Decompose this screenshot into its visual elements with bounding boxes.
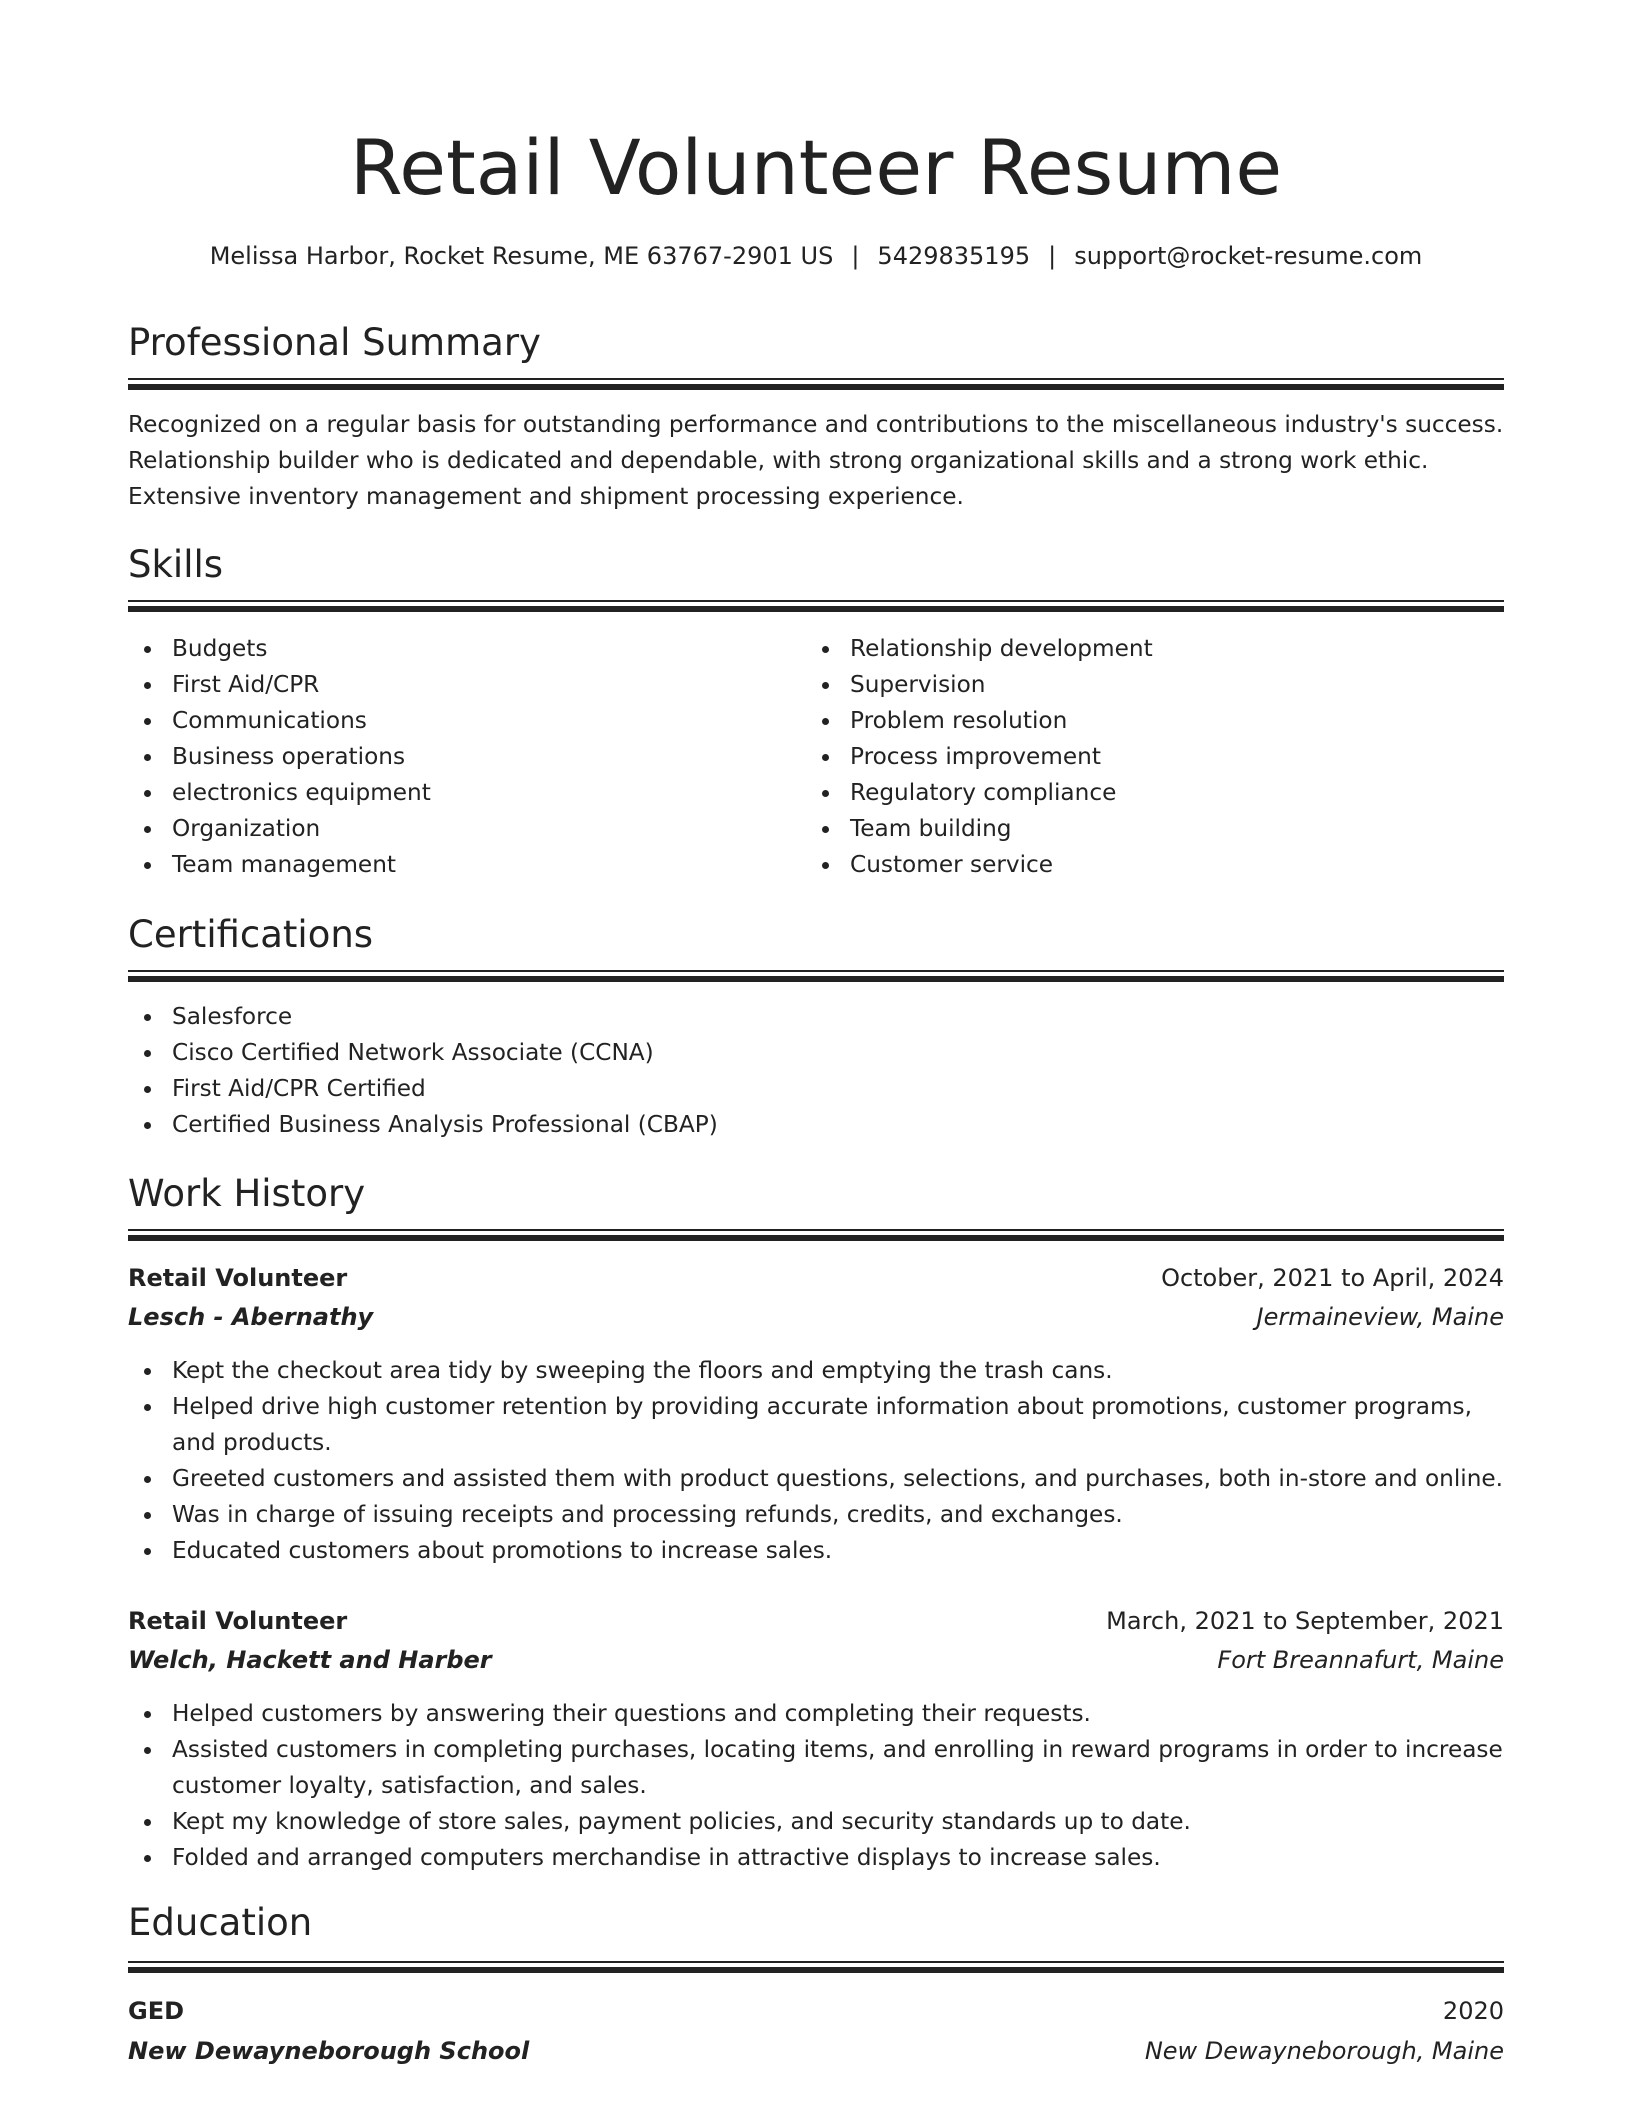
job-dates: March, 2021 to September, 2021 bbox=[1106, 1607, 1504, 1635]
bullet-icon bbox=[822, 754, 829, 761]
bullet-icon bbox=[144, 826, 151, 833]
job-company: Welch, Hackett and Harber bbox=[128, 1646, 492, 1674]
bullet-icon bbox=[144, 1368, 151, 1375]
contact-email[interactable]: support@rocket-resume.com bbox=[1074, 242, 1423, 270]
summary-line: Recognized on a regular basis for outstanding performance and contributions to the miscellaneous industry's success. bbox=[128, 411, 1504, 438]
skill-label: Regulatory compliance bbox=[850, 779, 1117, 806]
job-header bbox=[128, 1259, 1504, 1297]
certification-item bbox=[128, 1107, 1504, 1143]
bullet-icon bbox=[144, 1747, 151, 1754]
job-duty-item bbox=[128, 1840, 1504, 1876]
bullet-icon bbox=[822, 682, 829, 689]
skill-item bbox=[806, 703, 1486, 739]
bullet-icon bbox=[144, 1548, 151, 1555]
bullet-icon bbox=[144, 1122, 151, 1129]
bullet-icon bbox=[822, 790, 829, 797]
job-title: Retail Volunteer bbox=[128, 1607, 348, 1635]
skill-item bbox=[806, 811, 1486, 847]
section-divider-thick bbox=[128, 1967, 1504, 1973]
skill-item bbox=[806, 847, 1486, 883]
skill-item bbox=[806, 631, 1486, 667]
education-subheader bbox=[128, 2032, 1504, 2070]
job-title: Retail Volunteer bbox=[128, 1264, 348, 1292]
job-duty-text: Helped customers by answering their questions and completing their requests. bbox=[172, 1700, 1091, 1727]
section-divider-thin bbox=[128, 378, 1504, 380]
section-divider-thick bbox=[128, 606, 1504, 612]
bullet-icon bbox=[144, 790, 151, 797]
bullet-icon bbox=[144, 1404, 151, 1411]
section-certifications bbox=[128, 912, 1504, 958]
certification-item bbox=[128, 1035, 1504, 1071]
job-duty-text: Educated customers about promotions to increase sales. bbox=[172, 1537, 833, 1564]
section-heading-summary: Professional Summary bbox=[128, 321, 541, 364]
section-heading-skills: Skills bbox=[128, 543, 224, 586]
section-divider-thin bbox=[128, 600, 1504, 602]
job-duty-text: Was in charge of issuing receipts and processing refunds, credits, and exchanges. bbox=[172, 1501, 1123, 1528]
job-duty-item bbox=[128, 1389, 1504, 1425]
section-divider-thin bbox=[128, 1961, 1504, 1963]
contact-address: Melissa Harbor, Rocket Resume, ME 63767-2901 US bbox=[209, 242, 834, 270]
certification-label: Cisco Certified Network Associate (CCNA) bbox=[172, 1039, 654, 1066]
section-divider-thick bbox=[128, 976, 1504, 982]
skill-item bbox=[128, 811, 808, 847]
bullet-icon bbox=[144, 1855, 151, 1862]
job-duty-text: Kept my knowledge of store sales, payment policies, and security standards up to date. bbox=[172, 1808, 1191, 1835]
education-degree: GED bbox=[128, 1997, 185, 2025]
certification-label: Salesforce bbox=[172, 1003, 293, 1030]
contact-phone: 5429835195 bbox=[877, 242, 1031, 270]
skill-label: Team building bbox=[850, 815, 1012, 842]
bullet-icon bbox=[822, 826, 829, 833]
skill-label: Problem resolution bbox=[850, 707, 1068, 734]
job-duty-item bbox=[128, 1461, 1504, 1497]
summary-text bbox=[128, 407, 1504, 515]
skills-column-right bbox=[806, 631, 1486, 883]
contact-line bbox=[128, 238, 1504, 274]
certification-item bbox=[128, 1071, 1504, 1107]
job-duty-text: and products. bbox=[172, 1429, 332, 1456]
job-dates: October, 2021 to April, 2024 bbox=[1161, 1264, 1504, 1292]
job-duty-text: customer loyalty, satisfaction, and sales. bbox=[172, 1772, 647, 1799]
bullet-icon bbox=[144, 1819, 151, 1826]
section-heading-education: Education bbox=[128, 1901, 313, 1944]
section-skills bbox=[128, 542, 1504, 588]
bullet-icon bbox=[822, 718, 829, 725]
skills-column-left bbox=[128, 631, 808, 883]
job-duty-text: Kept the checkout area tidy by sweeping the floors and emptying the trash cans. bbox=[172, 1357, 1113, 1384]
job-duty-continuation bbox=[128, 1425, 1504, 1461]
job-duties bbox=[128, 1696, 1504, 1876]
bullet-icon bbox=[144, 754, 151, 761]
job-header bbox=[128, 1602, 1504, 1640]
summary-line: Extensive inventory management and shipment processing experience. bbox=[128, 483, 964, 510]
skill-item bbox=[128, 847, 808, 883]
skill-item bbox=[128, 667, 808, 703]
certifications-list bbox=[128, 999, 1504, 1143]
job-duty-item bbox=[128, 1804, 1504, 1840]
skill-label: Team management bbox=[172, 851, 396, 878]
certification-label: First Aid/CPR Certified bbox=[172, 1075, 426, 1102]
summary-line: Relationship builder who is dedicated and dependable, with strong organizational skills and a strong work ethic. bbox=[128, 447, 1429, 474]
education-location: New Dewayneborough, Maine bbox=[1144, 2037, 1504, 2065]
job-duty-item bbox=[128, 1353, 1504, 1389]
job-duty-item bbox=[128, 1696, 1504, 1732]
section-work-history bbox=[128, 1171, 1504, 1217]
skill-item bbox=[806, 667, 1486, 703]
job-duty-item bbox=[128, 1497, 1504, 1533]
bullet-icon bbox=[144, 1050, 151, 1057]
job-duty-continuation bbox=[128, 1768, 1504, 1804]
job-duty-item bbox=[128, 1732, 1504, 1768]
skill-item bbox=[128, 775, 808, 811]
bullet-icon bbox=[822, 646, 829, 653]
skill-item bbox=[128, 631, 808, 667]
skill-item bbox=[806, 739, 1486, 775]
section-divider-thin bbox=[128, 970, 1504, 972]
skill-label: Relationship development bbox=[850, 635, 1153, 662]
job-duty-text: Folded and arranged computers merchandise in attractive displays to increase sales. bbox=[172, 1844, 1161, 1871]
skill-label: First Aid/CPR bbox=[172, 671, 320, 698]
bullet-icon bbox=[144, 1512, 151, 1519]
job-location: Jermaineview, Maine bbox=[1256, 1303, 1504, 1331]
skill-item bbox=[128, 703, 808, 739]
skill-item bbox=[806, 775, 1486, 811]
contact-separator: | bbox=[851, 242, 860, 270]
bullet-icon bbox=[144, 1711, 151, 1718]
section-professional-summary bbox=[128, 320, 1504, 366]
bullet-icon bbox=[822, 862, 829, 869]
contact-separator: | bbox=[1048, 242, 1057, 270]
skill-label: Supervision bbox=[850, 671, 986, 698]
job-duty-text: Greeted customers and assisted them with product questions, selections, and purchases, both in-store and online. bbox=[172, 1465, 1504, 1492]
section-divider-thick bbox=[128, 384, 1504, 390]
skill-label: Customer service bbox=[850, 851, 1054, 878]
skill-label: Organization bbox=[172, 815, 321, 842]
section-divider-thick bbox=[128, 1235, 1504, 1241]
section-heading-work-history: Work History bbox=[128, 1172, 366, 1215]
bullet-icon bbox=[144, 682, 151, 689]
bullet-icon bbox=[144, 718, 151, 725]
job-subheader bbox=[128, 1298, 1504, 1336]
education-header bbox=[128, 1992, 1504, 2030]
education-school: New Dewayneborough School bbox=[128, 2037, 530, 2065]
job-company: Lesch - Abernathy bbox=[128, 1303, 374, 1331]
bullet-icon bbox=[144, 1014, 151, 1021]
certification-item bbox=[128, 999, 1504, 1035]
skill-label: Business operations bbox=[172, 743, 406, 770]
skill-label: electronics equipment bbox=[172, 779, 431, 806]
section-education bbox=[128, 1900, 1504, 1946]
section-heading-certifications: Certifications bbox=[128, 913, 374, 956]
job-duties bbox=[128, 1353, 1504, 1569]
job-location: Fort Breannafurt, Maine bbox=[1217, 1646, 1504, 1674]
bullet-icon bbox=[144, 1476, 151, 1483]
skill-label: Budgets bbox=[172, 635, 268, 662]
certification-label: Certified Business Analysis Professional (CBAP) bbox=[172, 1111, 718, 1138]
skill-label: Process improvement bbox=[850, 743, 1101, 770]
bullet-icon bbox=[144, 1086, 151, 1093]
job-duty-text: Helped drive high customer retention by providing accurate information about promotions, customer programs, bbox=[172, 1393, 1473, 1420]
job-duty-item bbox=[128, 1533, 1504, 1569]
skill-item bbox=[128, 739, 808, 775]
section-divider-thin bbox=[128, 1229, 1504, 1231]
resume-title: Retail Volunteer Resume bbox=[349, 123, 1283, 212]
job-duty-text: Assisted customers in completing purchases, locating items, and enrolling in reward programs in order to increase bbox=[172, 1736, 1503, 1763]
education-year: 2020 bbox=[1442, 1997, 1504, 2025]
bullet-icon bbox=[144, 646, 151, 653]
bullet-icon bbox=[144, 862, 151, 869]
job-subheader bbox=[128, 1641, 1504, 1679]
skill-label: Communications bbox=[172, 707, 367, 734]
